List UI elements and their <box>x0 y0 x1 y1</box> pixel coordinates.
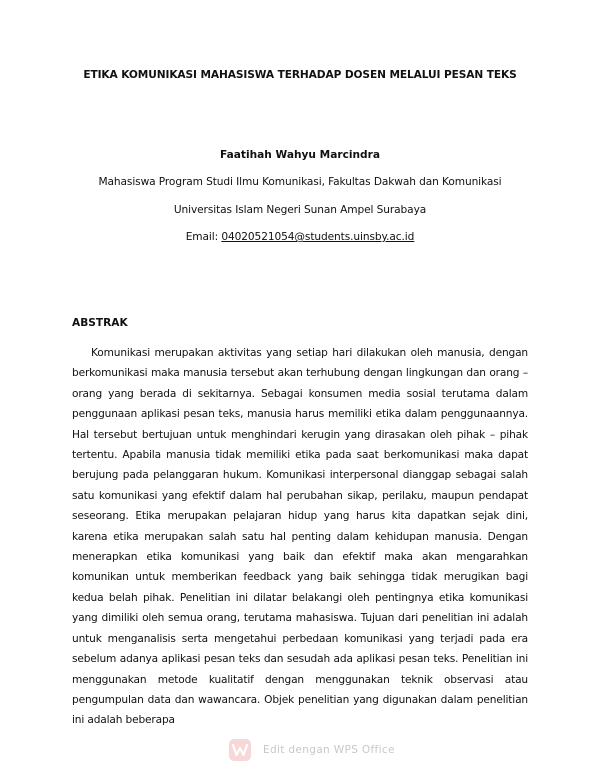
email-line <box>0 231 600 243</box>
abstract-text: Komunikasi merupakan aktivitas yang setiap hari dilakukan oleh manusia, dengan berkomunikasi maka manusia tersebut akan terhubung dengan lingkungan dan orang – orang yang berada di sekitarnya. Sebagai konsumen media sosial terutama dalam penggunaan aplikasi pesan teks, manusia harus memiliki etika dalam penggunaannya. Hal tersebut bertujuan untuk menghindari kerugin yang dirasakan oleh pihak – pihak tertentu. Apabila manusia tidak memiliki etika pada saat berkomunikasi maka dapat berujung pada pelanggaran hukum. Komunikasi interpersonal dianggap sebagai salah satu komunikasi yang efektif dalam hal perubahan sikap, perilaku, maupun pendapat seseorang. Etika merupakan pelajaran hidup yang harus kita dapatkan sejak dini, karena etika merupakan salah satu hal penting dalam kehidupan manusia. Dengan menerapkan etika komunikasi yang baik dan efektif maka akan mengarahkan komunikan untuk memberikan feedback yang baik sehingga tidak merugikan bagi kedua belah pihak. Penelitian ini dilatar belakangi oleh pentingnya etika komunikasi yang dimiliki oleh semua orang, terutama mahasiswa. Tujuan dari penelitian ini adalah untuk menganalisis serta mengetahui perbedaan komunikasi yang terjadi pada era sebelum adanya aplikasi pesan teks dan sesudah ada aplikasi pesan teks. Penelitian ini menggunakan metode kualitatif dengan menggunakan teknik observasi atau pengumpulan data dan wawancara. Objek penelitian yang digunakan dalam penelitian ini adalah beberapa <box>72 347 528 727</box>
email-label: Email: <box>185 231 222 243</box>
author-name: Faatihah Wahyu Marcindra <box>220 149 380 161</box>
wps-office-logo-icon <box>229 739 251 761</box>
paper-title: ETIKA KOMUNIKASI MAHASISWA TERHADAP DOSEN MELALUI PESAN TEKS <box>83 69 517 81</box>
watermark-text: Edit dengan WPS Office <box>263 744 395 756</box>
wps-watermark[interactable] <box>229 738 395 762</box>
email-link[interactable]: 04020521054@students.uinsby.ac.id <box>221 231 415 243</box>
abstract-heading: ABSTRAK <box>72 317 128 329</box>
affiliation-university: Universitas Islam Negeri Sunan Ampel Surabaya <box>173 204 427 216</box>
affiliation-program: Mahasiswa Program Studi Ilmu Komunikasi, Fakultas Dakwah dan Komunikasi <box>98 176 502 188</box>
